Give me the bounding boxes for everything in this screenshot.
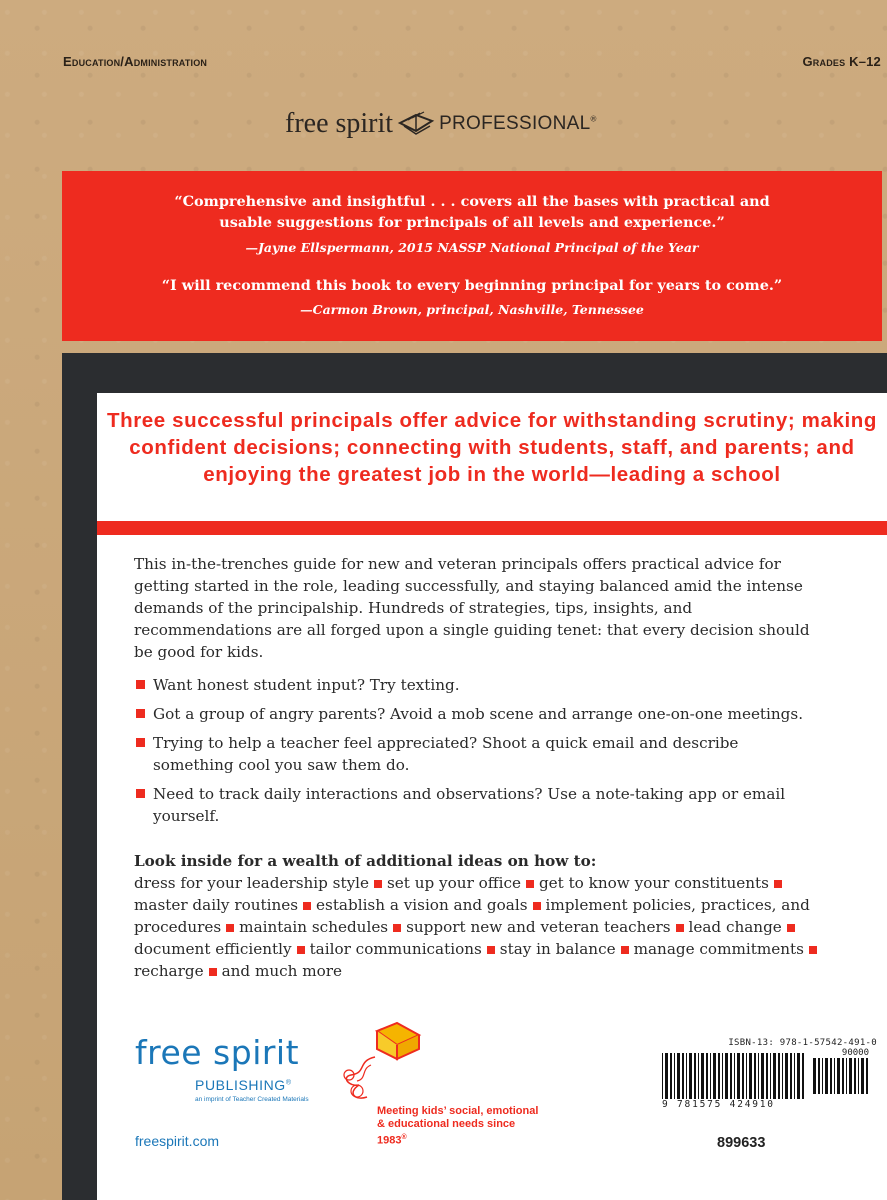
idea-item: maintain schedules [239,918,389,936]
barcode-bar [686,1053,687,1099]
idea-item: implement policies, practices, and procedures [134,896,810,936]
red-square-separator-icon [393,924,401,932]
idea-item: master daily routines [134,896,299,914]
red-square-bullet-icon [136,738,145,747]
ean-barcode [662,1053,807,1099]
publishing-text: PUBLISHING [195,1077,286,1093]
bullet-item [134,703,814,725]
barcode-bar [742,1053,744,1099]
publisher-mission [377,1105,547,1148]
idea-item: document efficiently [134,940,292,958]
headline: Three successful principals offer advice for withstanding scrutiny; making confident decisions; connecting with students, staff, and parents; and enjoying the greatest job in the world—leading a school [106,409,878,486]
barcode-bar [866,1058,868,1094]
testimonial-quote-1: “Comprehensive and insightful . . . covers all the bases with practical and usable suggestions for principals of all levels and experience.” [174,193,770,231]
idea-item: manage commitments [633,940,804,958]
barcode-bar [854,1058,856,1094]
barcode-bar [766,1053,768,1099]
testimonial-attribution-1: —Jayne Ellspermann, 2015 NASSP National Principal of the Year [245,240,699,255]
red-square-separator-icon [297,946,305,954]
barcode-bar [749,1053,752,1099]
barcode-bar [785,1053,788,1099]
barcode-bar [710,1053,711,1099]
idea-item: and much more [221,962,343,980]
red-square-bullet-icon [136,789,145,798]
open-book-icon [396,109,436,139]
red-square-separator-icon [226,924,234,932]
barcode-bar [734,1053,735,1099]
barcode-bar [834,1058,835,1094]
item-number: 899633 [717,1135,766,1151]
bullet-text: Want honest student input? Try texting. [153,676,460,694]
barcode-row [662,1048,877,1099]
category-label: Education/Administration [63,54,208,69]
barcode-bar [674,1053,675,1099]
logo-professional-text: PROFESSIONAL [439,113,591,134]
description-body [134,553,814,834]
barcode-block [662,1038,877,1110]
idea-item: dress for your leadership style [134,874,370,892]
barcode-bar [746,1053,747,1099]
ean-digits: 9 781575 424910 [662,1099,775,1110]
barcode-bar [718,1053,720,1099]
mission-text: Meeting kids’ social, emotional & educational needs since 1983 [377,1105,539,1147]
flying-book-icon [337,1021,427,1106]
bullet-text: Got a group of angry parents? Avoid a mob scene and arrange one-on-one meetings. [153,705,804,723]
red-square-separator-icon [774,880,782,888]
price-barcode [813,1058,869,1094]
barcode-bar [794,1053,795,1099]
barcode-bar [670,1053,672,1099]
idea-item: establish a vision and goals [316,896,528,914]
barcode-bar [818,1058,820,1094]
red-square-separator-icon [787,924,795,932]
barcode-bar [689,1053,692,1099]
idea-item: recharge [134,962,204,980]
barcode-bar [677,1053,680,1099]
barcode-bar [837,1058,840,1094]
red-square-separator-icon [487,946,495,954]
barcode-bar [694,1053,696,1099]
ideas-section [134,850,834,982]
logo-trademark: ® [590,114,597,124]
red-square-separator-icon [303,902,311,910]
bullet-text: Trying to help a teacher feel appreciated? Shoot a quick email and describe something cool you saw them do. [153,734,739,774]
bullet-item [134,783,814,827]
free-spirit-publishing-logo [135,1033,309,1103]
free-spirit-professional-logo [285,108,597,140]
idea-item: get to know your constituents [538,874,769,892]
idea-item: support new and veteran teachers [406,918,671,936]
barcode-bar [842,1058,844,1094]
price-code: 90000 [841,1048,869,1058]
idea-item: stay in balance [499,940,616,958]
grades-label: Grades K–12 [802,54,881,69]
barcode-bar [858,1058,859,1094]
barcode-bar [782,1053,783,1099]
barcode-bar [665,1053,668,1099]
barcode-bar [802,1053,804,1099]
red-square-bullet-icon [136,709,145,718]
logo-wordmark: free spirit [285,108,394,139]
red-square-separator-icon [621,946,629,954]
mission-registered-mark: ® [401,1134,407,1141]
testimonial-quote-2: “I will recommend this book to every beginning principal for years to come.” [161,277,783,294]
ideas-heading: Look inside for a wealth of additional ideas on how to: [134,852,597,870]
bullet-text: Need to track daily interactions and observations? Use a note-taking app or email yourself. [153,785,786,825]
barcode-bar [830,1058,832,1094]
publisher-wordmark: free spirit [135,1033,300,1072]
red-square-separator-icon [526,880,534,888]
red-square-separator-icon [809,946,817,954]
barcode-bar [701,1053,704,1099]
logo-professional [439,113,597,135]
barcode-bar [698,1053,699,1099]
barcode-bar [754,1053,756,1099]
barcode-bar [778,1053,780,1099]
red-square-separator-icon [374,880,382,888]
isbn-text: ISBN-13: 978-1-57542-491-0 [728,1038,877,1048]
barcode-bar [790,1053,792,1099]
idea-item: set up your office [387,874,521,892]
barcode-bar [682,1053,684,1099]
barcode-bar [725,1053,728,1099]
barcode-bar [758,1053,759,1099]
barcode-bar [706,1053,708,1099]
barcode-bar [722,1053,723,1099]
publishing-trademark: ® [285,1079,292,1087]
price-barcode-group [813,1048,869,1099]
testimonials-band [62,171,882,341]
idea-item: tailor communications [309,940,482,958]
publisher-url: freespirit.com [135,1133,220,1149]
barcode-bar [797,1053,800,1099]
barcode-bar [813,1058,816,1094]
publisher-publishing [195,1077,292,1093]
red-divider [97,521,887,535]
barcode-bar [861,1058,864,1094]
publisher-imprint: an imprint of Teacher Created Materials [195,1096,309,1103]
barcode-bar [770,1053,771,1099]
barcode-bar [825,1058,828,1094]
barcode-bar [713,1053,716,1099]
bullet-item [134,674,814,696]
bullet-item [134,732,814,776]
red-square-separator-icon [209,968,217,976]
barcode-bar [730,1053,732,1099]
description-panel [97,393,887,1200]
barcode-bar [849,1058,852,1094]
barcode-bar [761,1053,764,1099]
ideas-list [134,872,834,982]
barcode-bar [662,1053,663,1099]
testimonial-attribution-2: —Carmon Brown, principal, Nashville, Tennessee [300,302,644,317]
barcode-bar [822,1058,823,1094]
idea-item: lead change [688,918,782,936]
red-square-separator-icon [533,902,541,910]
barcode-bar [773,1053,776,1099]
barcode-bar [846,1058,847,1094]
red-square-separator-icon [676,924,684,932]
intro-paragraph: This in-the-trenches guide for new and veteran principals offers practical advice for getting started in the role, leading successfully, and staying balanced amid the intense demands of the principalship. Hundreds of strategies, tips, insights, and recommendations are all forged upon a single guiding tenet: that every decision should be good for kids. [134,555,810,661]
barcode-bar [737,1053,740,1099]
red-square-bullet-icon [136,680,145,689]
